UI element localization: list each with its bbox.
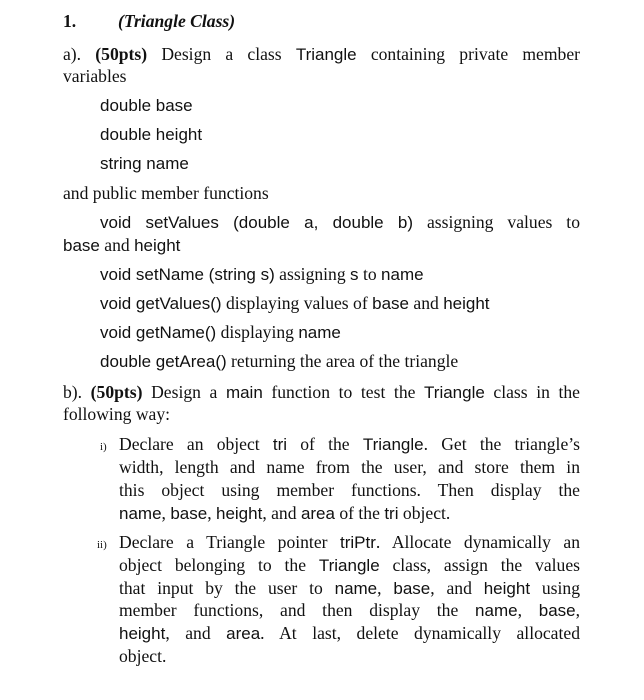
func-getarea: double getArea() returning the area of the triangle: [100, 351, 459, 371]
question-title: (Triangle Class): [118, 11, 236, 31]
part-a-intro: a). (50pts) Design a class Triangle containing private member: [63, 44, 580, 64]
item-i-line-3: this object using member functions. Then display the: [119, 480, 580, 500]
item-ii-line-2: object belonging to the Triangle class, assign the values: [119, 555, 580, 575]
private-var-name: string name: [100, 154, 189, 173]
item-ii-line-3: that input by the user to name, base, and height using: [119, 578, 581, 598]
item-ii-line-5: height, and area. At last, delete dynamically allocated: [119, 623, 580, 643]
item-ii-line-4: member functions, and then display the name, base,: [119, 600, 581, 620]
func-setname: void setName (string s) assigning s to name: [100, 264, 424, 284]
private-var-base: double base: [100, 96, 193, 115]
item-ii-line-6: object.: [119, 646, 167, 666]
func-setvalues: void setValues (double a, double b) assigning values to: [100, 212, 580, 232]
part-a-intro-cont: variables: [63, 66, 127, 86]
item-i-line-2: width, length and name from the user, and store them in: [119, 457, 580, 477]
part-b-intro-cont: following way:: [63, 404, 171, 424]
part-b-intro: b). (50pts) Design a main function to test the Triangle class in the: [63, 382, 580, 402]
func-getname: void getName() displaying name: [100, 322, 341, 342]
item-ii-marker: ii): [97, 539, 107, 551]
func-getvalues: void getValues() displaying values of base and height: [100, 293, 490, 313]
public-heading: and public member functions: [63, 183, 269, 203]
question-number: 1.: [63, 11, 77, 31]
private-var-height: double height: [100, 125, 203, 144]
item-i-marker: i): [100, 441, 107, 453]
func-setvalues-cont: base and height: [63, 235, 181, 255]
item-i-line-1: Declare an object tri of the Triangle. Get the triangle’s: [119, 434, 580, 454]
item-ii-line-1: Declare a Triangle pointer triPtr. Allocate dynamically an: [119, 532, 580, 552]
item-i-line-4: name, base, height, and area of the tri object.: [119, 503, 451, 523]
